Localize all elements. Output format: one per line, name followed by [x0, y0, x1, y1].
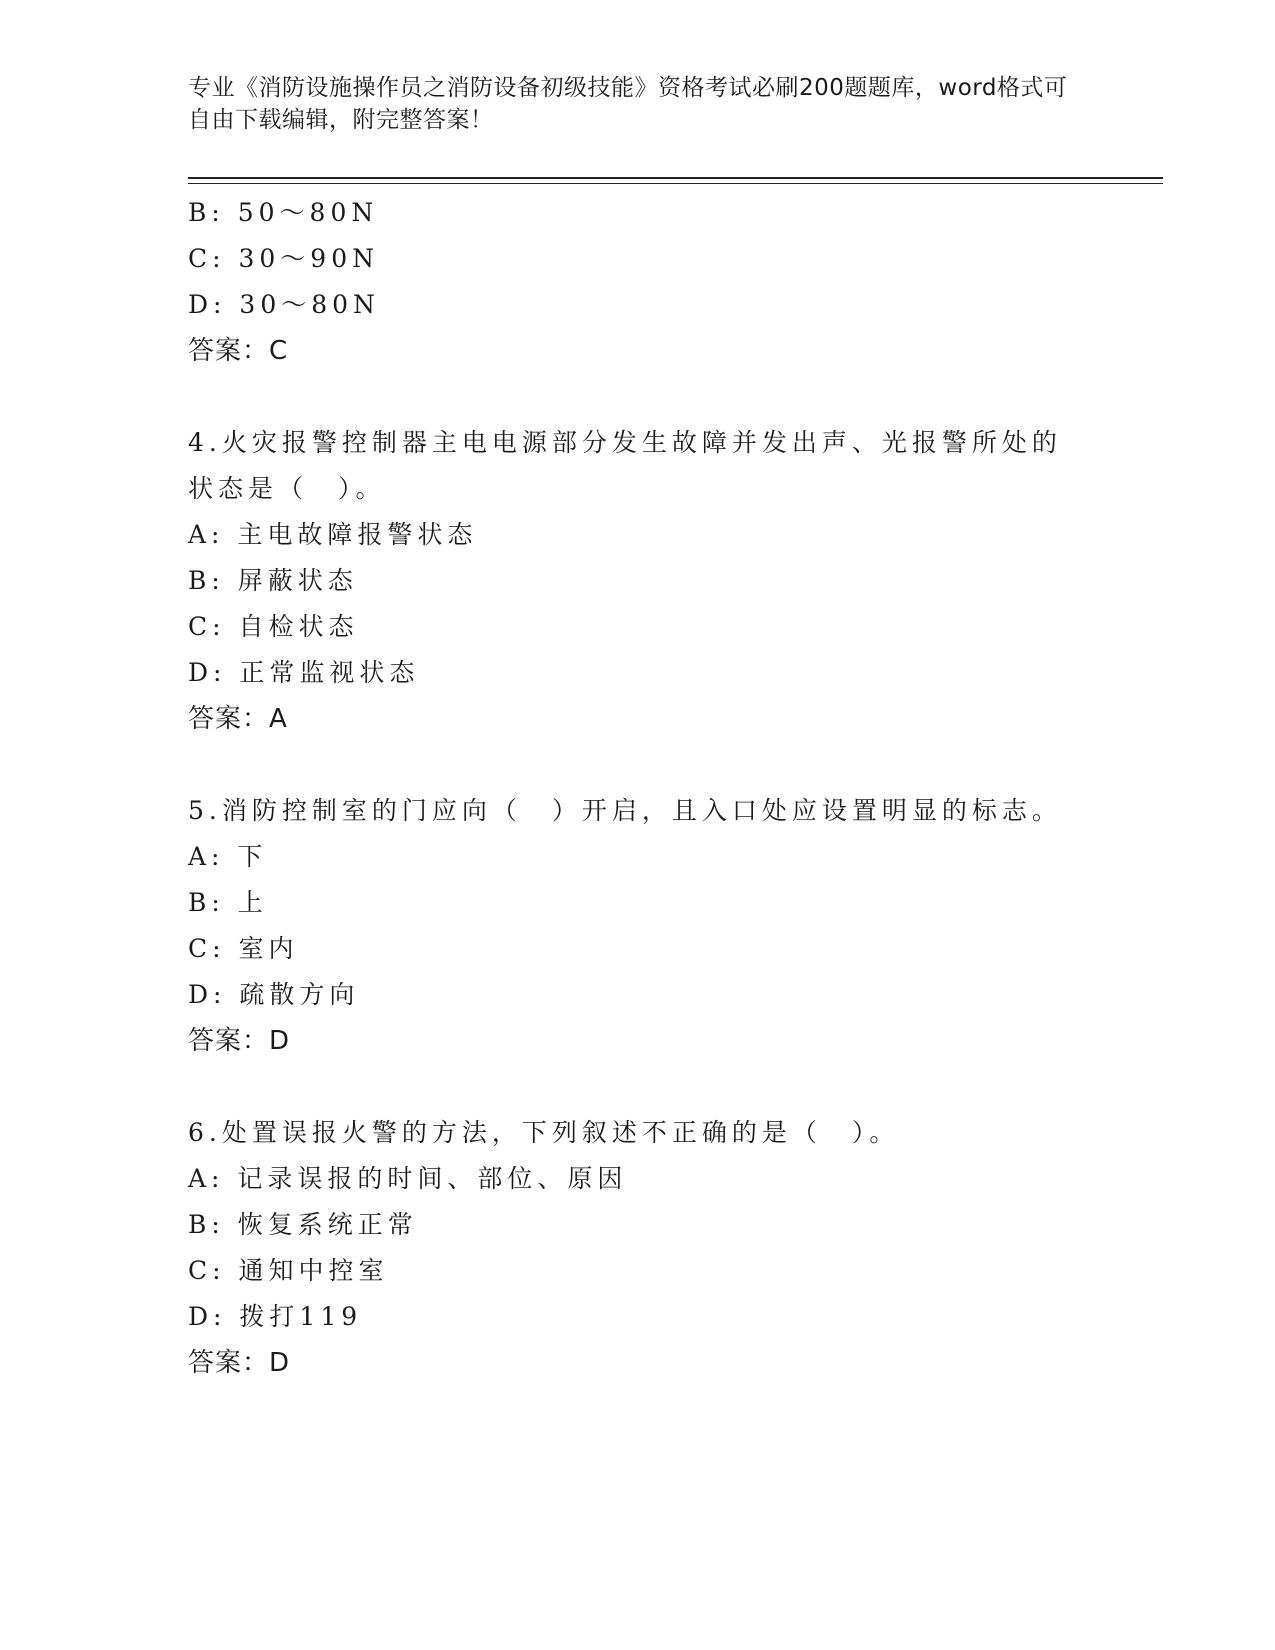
answer: 答案：A: [188, 704, 288, 734]
option-c: C: 自检状态: [188, 612, 359, 641]
question-6: [188, 1110, 1088, 1386]
option-d: D: 正常监视状态: [188, 658, 420, 687]
question-list: [188, 190, 1088, 1386]
option-c: C: 30～90N: [188, 244, 379, 273]
question-4: [188, 420, 1088, 742]
option-b: B: 恢复系统正常: [188, 1210, 418, 1239]
header-divider-thin: [188, 183, 1163, 184]
question-3-continued: [188, 190, 1088, 374]
answer: 答案：D: [188, 1348, 291, 1378]
option-d: D: 30～80N: [188, 290, 380, 319]
document-header: 专业《消防设施操作员之消防设备初级技能》资格考试必刷200题题库，word格式可自由下载编辑，附完整答案！: [188, 75, 1068, 133]
question-5: [188, 788, 1088, 1064]
option-a: A: 主电故障报警状态: [188, 520, 478, 549]
option-b: B: 50～80N: [188, 198, 379, 227]
option-b: B: 屏蔽状态: [188, 566, 358, 595]
option-d: D: 拨打119: [188, 1302, 363, 1331]
question-text: 4.火灾报警控制器主电电源部分发生故障并发出声、光报警所处的状态是（ ）。: [188, 428, 1062, 503]
option-c: C: 室内: [188, 934, 299, 963]
option-c: C: 通知中控室: [188, 1256, 389, 1285]
answer: 答案：C: [188, 336, 289, 366]
question-text: 6.处置误报火警的方法，下列叙述不正确的是（ ）。: [188, 1118, 900, 1147]
answer: 答案：D: [188, 1026, 291, 1056]
option-d: D: 疏散方向: [188, 980, 360, 1009]
option-b: B: 上: [188, 888, 268, 917]
question-text: 5.消防控制室的门应向（ ）开启，且入口处应设置明显的标志。: [188, 796, 1062, 825]
option-a: A: 下: [188, 842, 268, 871]
option-a: A: 记录误报的时间、部位、原因: [188, 1164, 628, 1193]
header-divider-thick: [188, 177, 1163, 179]
